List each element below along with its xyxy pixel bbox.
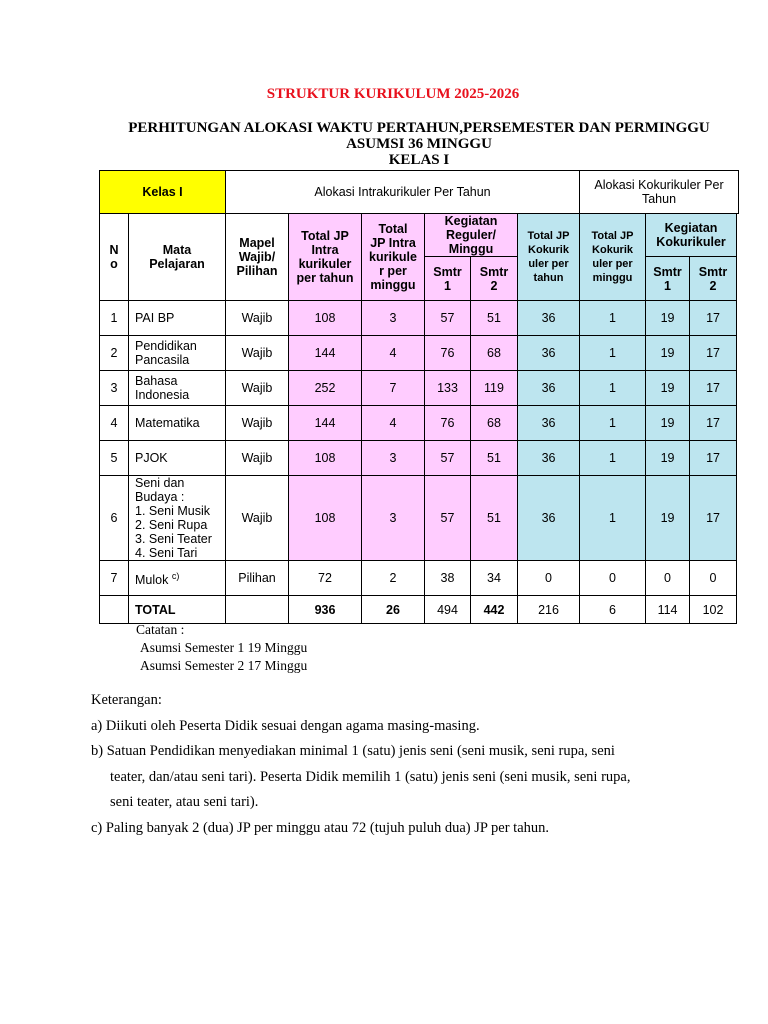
col-header-total-jp-koku: Total JP Kokurik uler per tahun bbox=[518, 214, 580, 301]
keterangan-a: a) Diikuti oleh Peserta Didik sesuai dengan agama masing-masing. bbox=[91, 717, 480, 734]
cell-type: Pilihan bbox=[226, 561, 289, 596]
heading-line-2: ASUMSI 36 MINGGU bbox=[346, 136, 492, 152]
cell-subject: Pendidikan Pancasila bbox=[129, 336, 226, 371]
cell-jp-intra: 3 bbox=[362, 441, 425, 476]
cell-smtr-1: 76 bbox=[425, 406, 471, 441]
cell-koku-smtr-1: 0 bbox=[646, 561, 690, 596]
cell-type: Wajib bbox=[226, 441, 289, 476]
cell-total-koku: 36 bbox=[518, 301, 580, 336]
header-intrakurikuler: Alokasi Intrakurikuler Per Tahun bbox=[226, 171, 580, 214]
total-smtr-2: 442 bbox=[471, 596, 518, 624]
cell-total-intra: 108 bbox=[289, 476, 362, 561]
cell-jp-koku: 1 bbox=[580, 371, 646, 406]
table-row bbox=[100, 406, 739, 441]
col-header-intra-smtr-2: Smtr 2 bbox=[471, 257, 518, 301]
total-jp-intra: 26 bbox=[362, 596, 425, 624]
cell-total-koku: 0 bbox=[518, 561, 580, 596]
cell-koku-smtr-2: 17 bbox=[690, 406, 737, 441]
cell-total-intra: 144 bbox=[289, 406, 362, 441]
cell-jp-intra: 4 bbox=[362, 336, 425, 371]
cell-koku-smtr-2: 17 bbox=[690, 371, 737, 406]
cell-koku-smtr-1: 19 bbox=[646, 301, 690, 336]
cell-total-intra: 108 bbox=[289, 301, 362, 336]
cell-total-koku: 36 bbox=[518, 441, 580, 476]
cell-no: 6 bbox=[100, 476, 129, 561]
cell-koku-smtr-1: 19 bbox=[646, 371, 690, 406]
table-row bbox=[100, 561, 739, 596]
cell-smtr-1: 57 bbox=[425, 301, 471, 336]
total-jp-koku: 6 bbox=[580, 596, 646, 624]
cell-subject: Matematika bbox=[129, 406, 226, 441]
cell-total-koku: 36 bbox=[518, 371, 580, 406]
cell-no: 3 bbox=[100, 371, 129, 406]
cell-jp-koku: 1 bbox=[580, 441, 646, 476]
cell-no-empty bbox=[100, 596, 129, 624]
document-heading bbox=[0, 120, 768, 168]
cell-koku-smtr-2: 17 bbox=[690, 336, 737, 371]
cell-total-koku: 36 bbox=[518, 336, 580, 371]
cell-total-intra: 252 bbox=[289, 371, 362, 406]
cell-smtr-2: 68 bbox=[471, 336, 518, 371]
cell-jp-koku: 1 bbox=[580, 336, 646, 371]
col-header-kegiatan-reguler: Kegiatan Reguler/ Minggu bbox=[425, 214, 518, 257]
cell-koku-smtr-1: 19 bbox=[646, 406, 690, 441]
cell-no: 1 bbox=[100, 301, 129, 336]
cell-jp-intra: 7 bbox=[362, 371, 425, 406]
total-koku: 216 bbox=[518, 596, 580, 624]
table-row bbox=[100, 371, 739, 406]
cell-smtr-1: 38 bbox=[425, 561, 471, 596]
cell-no: 4 bbox=[100, 406, 129, 441]
cell-total-intra: 108 bbox=[289, 441, 362, 476]
cell-total-intra: 72 bbox=[289, 561, 362, 596]
table-row bbox=[100, 476, 739, 561]
cell-jp-intra: 3 bbox=[362, 476, 425, 561]
total-label: TOTAL bbox=[129, 596, 226, 624]
keterangan-b-line-2: teater, dan/atau seni tari). Peserta Didik memilih 1 (satu) jenis seni (seni musik, seni rupa, bbox=[110, 768, 631, 785]
cell-smtr-1: 76 bbox=[425, 336, 471, 371]
total-row bbox=[100, 596, 739, 624]
document-title: STRUKTUR KURIKULUM 2025-2026 bbox=[266, 86, 520, 102]
cell-subject: Seni dan Budaya : 1. Seni Musik 2. Seni Rupa 3. Seni Teater 4. Seni Tari bbox=[129, 476, 226, 561]
table-row bbox=[100, 441, 739, 476]
total-smtr-1: 494 bbox=[425, 596, 471, 624]
notes-line-2: Asumsi Semester 2 17 Minggu bbox=[140, 658, 308, 673]
cell-jp-intra: 4 bbox=[362, 406, 425, 441]
col-header-jp-koku-minggu: Total JP Kokurik uler per minggu bbox=[580, 214, 646, 301]
cell-type: Wajib bbox=[226, 406, 289, 441]
cell-smtr-1: 57 bbox=[425, 476, 471, 561]
keterangan-b-line-1: b) Satuan Pendidikan menyediakan minimal 1 (satu) jenis seni (seni musik, seni rupa, seni bbox=[91, 743, 615, 759]
cell-smtr-2: 34 bbox=[471, 561, 518, 596]
cell-koku-smtr-2: 17 bbox=[690, 301, 737, 336]
cell-total-intra: 144 bbox=[289, 336, 362, 371]
cell-smtr-1: 133 bbox=[425, 371, 471, 406]
heading-line-1: PERHITUNGAN ALOKASI WAKTU PERTAHUN,PERSEMESTER DAN PERMINGGU bbox=[128, 120, 710, 136]
total-koku-smtr-1: 114 bbox=[646, 596, 690, 624]
keterangan-c: c) Paling banyak 2 (dua) JP per minggu atau 72 (tujuh puluh dua) JP per tahun. bbox=[91, 819, 550, 836]
cell-type: Wajib bbox=[226, 336, 289, 371]
cell-type: Wajib bbox=[226, 476, 289, 561]
cell-jp-koku: 1 bbox=[580, 406, 646, 441]
total-intra: 936 bbox=[289, 596, 362, 624]
cell-smtr-1: 57 bbox=[425, 441, 471, 476]
heading-line-3: KELAS I bbox=[388, 152, 450, 168]
cell-type: Wajib bbox=[226, 301, 289, 336]
col-header-no: N o bbox=[100, 214, 129, 301]
total-koku-smtr-2: 102 bbox=[690, 596, 737, 624]
notes-label: Catatan : bbox=[136, 622, 185, 637]
keterangan bbox=[91, 688, 731, 841]
cell-koku-smtr-2: 17 bbox=[690, 476, 737, 561]
cell-total-koku: 36 bbox=[518, 406, 580, 441]
notes bbox=[136, 621, 307, 675]
header-kokurikuler: Alokasi Kokurikuler Per Tahun bbox=[580, 171, 739, 214]
keterangan-label: Keterangan: bbox=[91, 692, 162, 708]
col-header-intra-smtr-1: Smtr 1 bbox=[425, 257, 471, 301]
cell-jp-koku: 1 bbox=[580, 476, 646, 561]
cell-jp-koku: 0 bbox=[580, 561, 646, 596]
col-header-jp-intra-minggu: Total JP Intra kurikule r per minggu bbox=[362, 214, 425, 301]
cell-smtr-2: 119 bbox=[471, 371, 518, 406]
cell-no: 7 bbox=[100, 561, 129, 596]
cell-koku-smtr-1: 19 bbox=[646, 476, 690, 561]
cell-subject: PJOK bbox=[129, 441, 226, 476]
notes-line-1: Asumsi Semester 1 19 Minggu bbox=[140, 640, 308, 655]
cell-no: 2 bbox=[100, 336, 129, 371]
cell-koku-smtr-2: 0 bbox=[690, 561, 737, 596]
curriculum-table bbox=[99, 170, 739, 624]
cell-subject: Bahasa Indonesia bbox=[129, 371, 226, 406]
header-kelas: Kelas I bbox=[100, 171, 226, 214]
col-header-mapel: Mapel Wajib/ Pilihan bbox=[226, 214, 289, 301]
cell-type-empty bbox=[226, 596, 289, 624]
cell-smtr-2: 51 bbox=[471, 476, 518, 561]
table-row bbox=[100, 301, 739, 336]
table-row bbox=[100, 336, 739, 371]
col-header-koku-smtr-2: Smtr 2 bbox=[690, 257, 737, 301]
col-header-mata-pelajaran: Mata Pelajaran bbox=[129, 214, 226, 301]
cell-subject: Mulok $^{c)}$ bbox=[129, 561, 226, 596]
cell-koku-smtr-1: 19 bbox=[646, 441, 690, 476]
cell-total-koku: 36 bbox=[518, 476, 580, 561]
cell-smtr-2: 51 bbox=[471, 301, 518, 336]
col-header-kegiatan-kokurikuler: Kegiatan Kokurikuler bbox=[646, 214, 737, 257]
cell-jp-intra: 2 bbox=[362, 561, 425, 596]
cell-koku-smtr-1: 19 bbox=[646, 336, 690, 371]
cell-no: 5 bbox=[100, 441, 129, 476]
cell-smtr-2: 68 bbox=[471, 406, 518, 441]
col-header-koku-smtr-1: Smtr 1 bbox=[646, 257, 690, 301]
cell-subject: PAI BP bbox=[129, 301, 226, 336]
cell-type: Wajib bbox=[226, 371, 289, 406]
col-header-total-jp-intra: Total JP Intra kurikuler per tahun bbox=[289, 214, 362, 301]
cell-koku-smtr-2: 17 bbox=[690, 441, 737, 476]
cell-smtr-2: 51 bbox=[471, 441, 518, 476]
cell-jp-intra: 3 bbox=[362, 301, 425, 336]
cell-jp-koku: 1 bbox=[580, 301, 646, 336]
keterangan-b-line-3: seni teater, atau seni tari). bbox=[110, 794, 259, 810]
